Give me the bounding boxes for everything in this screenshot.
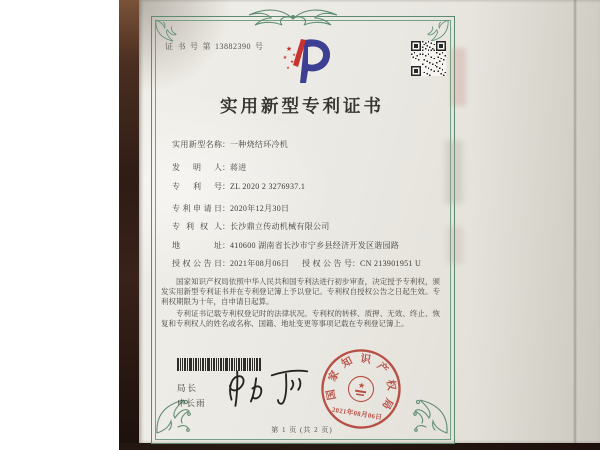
field-label: 实用新型名称 bbox=[172, 140, 222, 149]
officer-printed-name: 申长雨 bbox=[177, 398, 206, 408]
certificate-number: 证 书 号 第 13882390 号 bbox=[165, 42, 264, 51]
seal-char: 家 bbox=[327, 369, 342, 384]
field-colon: ： bbox=[222, 204, 230, 213]
booklet-edge-shadow bbox=[573, 0, 577, 443]
cnipa-logo-icon bbox=[281, 37, 333, 85]
field-value: 2020年12月30日 bbox=[230, 204, 290, 213]
corner-flourish-top-right-icon bbox=[426, 19, 450, 43]
field-row-patent-number bbox=[172, 181, 305, 192]
grant-date-value: 2021年08月06日 bbox=[230, 259, 290, 268]
seal-char: 国 bbox=[325, 388, 339, 401]
grant-number-value: CN 213901951 U bbox=[360, 259, 422, 268]
star-icon: ★ bbox=[357, 380, 366, 391]
seal-char: 知 bbox=[340, 355, 355, 371]
field-value: 长沙鼎立传动机械有限公司 bbox=[230, 222, 330, 231]
field-colon: ： bbox=[352, 259, 360, 268]
commissioner-signature bbox=[221, 366, 321, 412]
field-colon: ： bbox=[222, 259, 230, 268]
field-label: 发明人 bbox=[172, 163, 222, 172]
field-row-name bbox=[172, 139, 288, 150]
field-row-filing-date bbox=[172, 203, 289, 214]
grant-date-label: 授权公告日 bbox=[172, 259, 222, 268]
grant-row bbox=[172, 258, 444, 269]
field-row-patentee bbox=[172, 221, 330, 232]
field-label: 专利申请日 bbox=[172, 204, 222, 213]
field-value: ZL 2020 2 3276937.1 bbox=[230, 182, 306, 191]
ink-showthrough bbox=[451, 48, 466, 106]
star-icon: ★ bbox=[285, 45, 293, 53]
seal-char: 产 bbox=[374, 360, 390, 377]
boilerplate-paragraph-2: 专利证书记载专利权登记时的法律状况。专利权的转移、质押、无效、终止、恢复和专利权人的姓名或名称、国籍、地址变更等事项记载在专利登记簿上。 bbox=[161, 309, 440, 328]
star-icon: ★ bbox=[286, 65, 290, 70]
ink-showthrough bbox=[447, 226, 463, 264]
star-icon: ★ bbox=[289, 59, 295, 64]
field-colon: ： bbox=[222, 241, 230, 250]
star-icon: ★ bbox=[292, 52, 296, 57]
officer-title: 局长 bbox=[177, 383, 199, 393]
boilerplate-paragraph-1: 国家知识产权局依照中华人民共和国专利法进行初步审查，决定授予专利权，颁发实用新型专利证书并在专利登记簿上予以登记。专利权自授权公告之日起生效。专利权期限为十年，自申请日起算。 bbox=[161, 277, 440, 306]
qr-code bbox=[411, 41, 446, 76]
official-seal bbox=[313, 341, 409, 437]
field-colon: ： bbox=[222, 182, 230, 191]
field-row-inventor bbox=[172, 162, 247, 173]
field-label: 专利权人 bbox=[172, 222, 222, 231]
field-value: 410600 湖南省长沙市宁乡县经济开发区谐园路 bbox=[230, 241, 400, 250]
paper-right-shade bbox=[469, 0, 600, 443]
field-label: 地址 bbox=[172, 241, 222, 250]
certificate-paper bbox=[139, 0, 600, 443]
field-colon: ： bbox=[222, 222, 230, 231]
field-value: 蒋进 bbox=[230, 163, 247, 172]
page-number: 第 1 页 (共 2 页) bbox=[271, 426, 333, 434]
seal-char: 局 bbox=[379, 396, 395, 411]
wood-table-bottom-edge bbox=[119, 443, 600, 450]
corner-flourish-top-left-icon bbox=[154, 19, 178, 43]
field-value: 一种烧结环冷机 bbox=[230, 140, 289, 149]
boilerplate-text bbox=[161, 277, 440, 331]
wood-table-left-edge bbox=[119, 0, 141, 450]
certificate-title: 实用新型专利证书 bbox=[220, 96, 384, 116]
seal-char: 权 bbox=[384, 379, 397, 392]
field-colon: ： bbox=[222, 163, 230, 172]
seal-char: 识 bbox=[359, 353, 372, 367]
ornament-top-center-icon bbox=[237, 5, 349, 29]
field-colon: ： bbox=[222, 140, 230, 149]
grant-number-label: 授权公告号 bbox=[302, 259, 352, 268]
field-label: 专利号 bbox=[172, 182, 222, 191]
ink-showthrough bbox=[445, 140, 463, 204]
star-icon: ★ bbox=[282, 56, 288, 61]
field-row-address bbox=[172, 240, 399, 251]
seal-date: 2021年08月06日 bbox=[331, 406, 383, 422]
